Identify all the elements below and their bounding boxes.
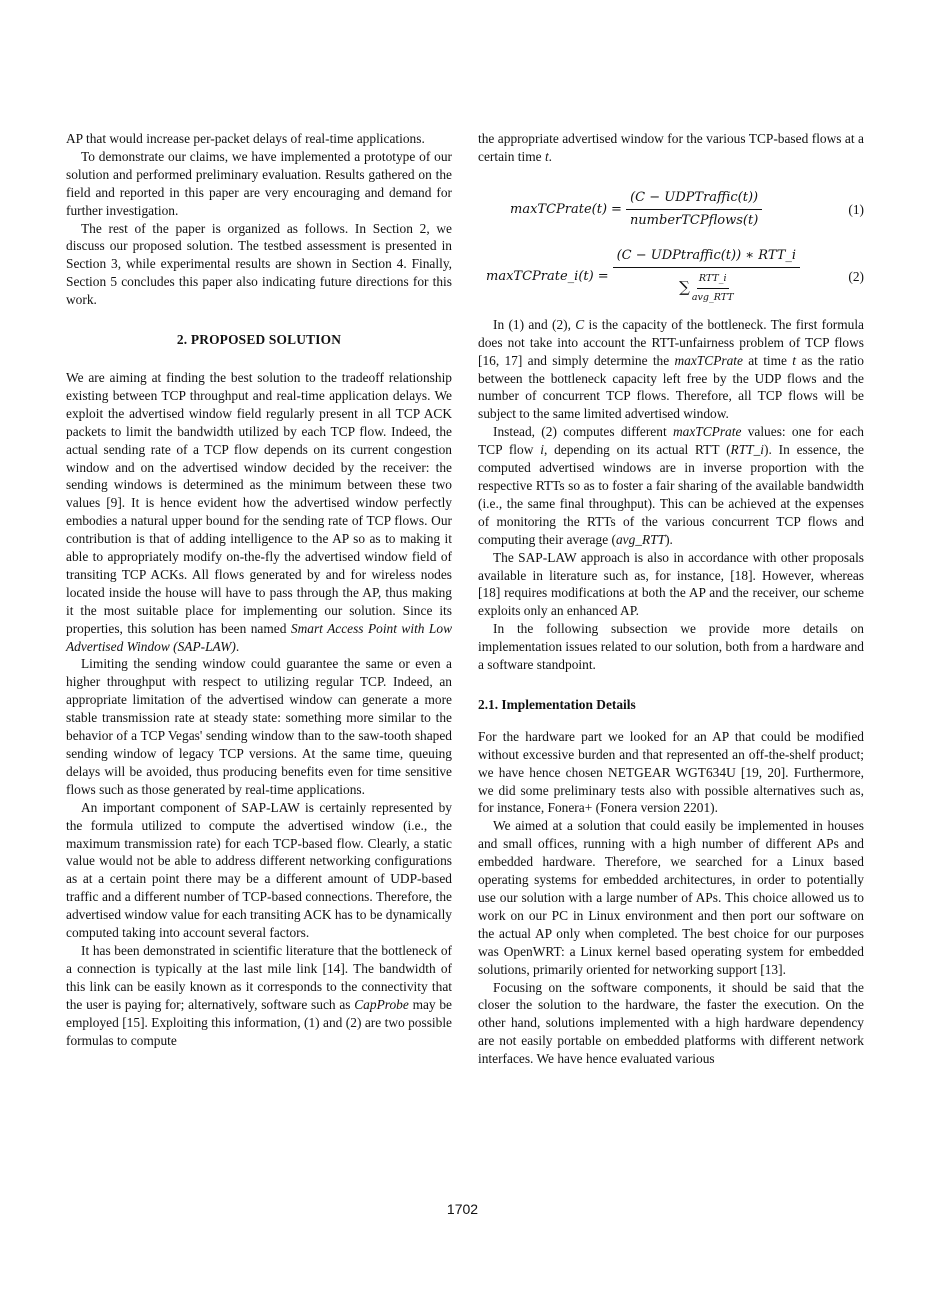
paragraph: In the following subsection we provide more details on implementation issues related to our solution, both from a hardware and a software standpoint. [478,621,864,673]
paragraph: The SAP-LAW approach is also in accordance with other proposals available in literature such as, for instance, [18]. However, whereas [18] requires modifications at both the AP and the receiver, our scheme exploits only an enhanced AP. [478,549,864,619]
paragraph: the appropriate advertised window for the various TCP-based flows at a certain time t. [478,131,864,164]
equation-1: maxTCPrate(t) = $\frac{\text{(C − UDPTraffic(t))}}{\text{numberTCPflows(t)}}$ (1) [510,190,864,229]
subsection-heading: 2.1. Implementation Details [478,696,636,712]
paragraph: For the hardware part we looked for an AP that could be modified without excessive burden and that represented an off-the-shelf product; we have hence chosen NETGEAR WGT634U [19, 20]. Furthermore, we did some preliminary tests also with possible alternatives such as, for instance, Fonera+ (Fonera version 2201). [478,728,864,816]
left-column [66,130,452,1049]
paragraph: AP that would increase per-packet delays of real-time applications. [66,131,425,146]
paragraph: Focusing on the software components, it should be said that the closer the solution to the hardware, the faster the execution. On the other hand, solutions implemented with a high hardware dependency are not easily portable on embedded platforms with different network interfaces. We have hence evaluated various [478,979,864,1067]
page-number: 1702 [446,1201,479,1217]
paragraph: It has been demonstrated in scientific literature that the bottleneck of a connection is typically at the last mile link [14]. The bandwidth of this link can be easily known as it corresponds to the connectivity that the user is paying for; alternatively, software such as CapProbe may be employed [15]. Exploiting this information, (1) and (2) are two possible formulas to compute [66,942,452,1048]
paragraph: To demonstrate our claims, we have implemented a prototype of our solution and performed preliminary evaluation. Results gathered on the field and reported in this paper are very encouraging and demand for further investigation. [66,148,452,218]
paragraph: In (1) and (2), C is the capacity of the bottleneck. The first formula does not take into account the RTT-unfairness problem of TCP flows [16, 17] and simply determine the maxTCPrate at time t as the ratio between the bottleneck capacity left free by the UDP flows and the number of concurrent TCP flows. Therefore, all TCP flows will be subject to the same limited advertised window. [478,316,864,422]
paragraph: We aimed at a solution that could easily be implemented in houses and small offices, running with a high number of different APs and embedded hardware. Therefore, we searched for a Linux based operating systems for embedded architectures, in order to potentially use our solution with a large number of APs. This choice allowed us to work on our PC in Linux environment and then port our software on the actual AP only when completed. The best choice for our purposes was OpenWRT: a Linux kernel based operating system for embedded solutions, primarily oriented for networking support [13]. [478,818,864,977]
paragraph: Limiting the sending window could guarantee the same or even a higher throughput with respect to utilizing regular TCP. Indeed, an appropriate limitation of the advertised window can generate a more stable transmission rate at steady state: something more similar to the behavior of a TCP Vegas' sending window than to the saw-tooth shaped sending window of legacy TCP versions. At the same time, queuing delays will be avoided, thus producing benefits even for time sensitive flows such as those generated by real-time applications. [66,656,452,797]
paragraph: We are aiming at finding the best solution to the tradeoff relationship existing between TCP throughput and real-time application delays. We exploit the advertised window field regularly present in all TCP ACK packets to limit the bandwidth utilized by each TCP flow. Indeed, the actual sending rate of a TCP flow depends on its current congestion window and on the advertised window decided by the receiver: the sending windows is determined as the minimum between these two values [9]. It is hence evident how the advertised window perfectly embodies a natural upper bound for the sending rate of TCP flows. Our contribution is that of adding intelligence to the AP so as to making it able to appropriately modify on-the-fly the advertised window field of transiting TCP ACKs. All flows generated by and for wireless nodes located inside the house will have to pass through the AP, thus making it the most suitable place for implementing our solution. Since its properties, this solution has been named Smart Access Point with Low Advertised Window (SAP-LAW). [66,369,452,654]
section-heading: 2. PROPOSED SOLUTION [176,332,342,348]
equation-2: maxTCPrate_i(t) = (C − UDPtraffic(t)) ∗ RTT_i ∑ RTT_i avg_RTT (2) [486,247,864,303]
right-column [478,130,864,1068]
paragraph: An important component of SAP-LAW is certainly represented by the formula utilized to compute the advertised window (i.e., the maximum transmission rate) for each TCP-based flow. Clearly, a static value would not be able to address different networking configurations as at a certain point there may be a different amount of UDP-based traffic and a different number of TCP-based connections. Therefore, the advertised window value for each transiting ACK has to be dynamically computed taking into account several factors. [66,799,452,941]
paragraph: The rest of the paper is organized as follows. In Section 2, we discuss our proposed solution. The testbed assessment is presented in Section 3, while experimental results are shown in Section 4. Finally, Section 5 concludes this paper also indicating future directions for this work. [66,220,452,308]
paragraph: Instead, (2) computes different maxTCPrate values: one for each TCP flow i, depending on its actual RTT (RTT_i). In essence, the computed advertised windows are in inverse proportion with the respective RTTs so as to foster a fair sharing of the available bandwidth (i.e., the same final throughput). This can be achieved at the expenses of monitoring the RTTs of the various concurrent TCP flows and computing their average (avg_RTT). [478,424,864,547]
